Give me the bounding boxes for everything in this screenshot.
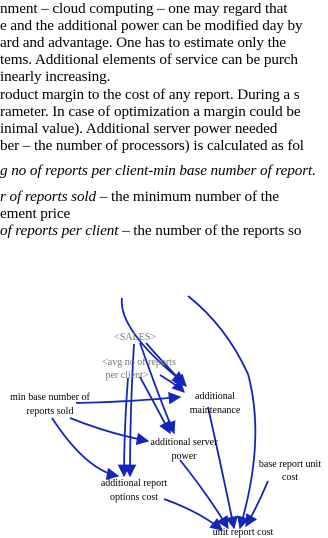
node-sales-shadow: <SALES> [114,332,156,343]
node-min-base-number-line2: reports sold [26,406,74,417]
node-additional-report-options-cost: additional report [100,478,168,489]
node-base-report-unit-cost-line2: cost [281,472,299,483]
definition-text: ement price [0,205,71,222]
body-text-line: inimal value). Additional server power needed [0,120,278,137]
node-base-report-unit-cost: base report unit [258,459,322,470]
definition-line [0,222,301,239]
body-text-line: roduct margin to the cost of any report. During a s [0,86,300,103]
body-text-line: inearly increasing. [0,68,111,85]
body-text-line: ber – the number of processors) is calculated as fol [0,137,304,154]
arrow-additional-maintenance-to-unit-cost [208,407,234,528]
definition-text: – the minimum number of the [96,188,279,205]
formula: g no of reports per client-min base number of report. [0,162,316,179]
arrow-min-base-to-additional-server-power [70,418,148,441]
body-text-line: rameter. In case of optimization a margin could be [0,103,301,120]
node-avg-reports-per-client-shadow-line2: per client> [105,370,149,381]
definition-text: – the number of the reports so [118,222,302,239]
arrow-avg-reports-to-additional-maintenance [160,375,184,392]
node-additional-maintenance-line2: maintenance [189,405,241,416]
arrow-min-base-to-additional-maintenance [76,397,180,403]
node-avg-reports-per-client-shadow: <avg no of reports [102,357,176,368]
node-additional-report-options-cost-line2: options cost [109,492,159,503]
body-text-line: nment – cloud computing – one may regard that [0,0,288,17]
node-min-base-number: min base number of [10,392,90,403]
definition-term: r of reports sold [0,188,97,205]
definition-line [0,188,279,205]
stock-flow-diagram [0,288,328,538]
arrow-min-base-to-additional-options [52,418,118,476]
definition-line [0,205,70,222]
arrow-avg-reports-to-additional-options [124,378,128,476]
body-text-line: ard and advantage. One has to estimate only the [0,34,286,51]
body-text-line: tems. Additional elements of service can be purch [0,51,298,68]
node-unit-report-cost: unit report cost [212,527,274,538]
node-additional-server-power: additional server [150,437,218,448]
node-additional-server-power-line2: power [171,451,197,462]
definition-term: of reports per client [0,222,119,239]
node-additional-maintenance: additional [195,391,235,402]
body-text-line: e and the additional power can be modified day by [0,17,303,34]
